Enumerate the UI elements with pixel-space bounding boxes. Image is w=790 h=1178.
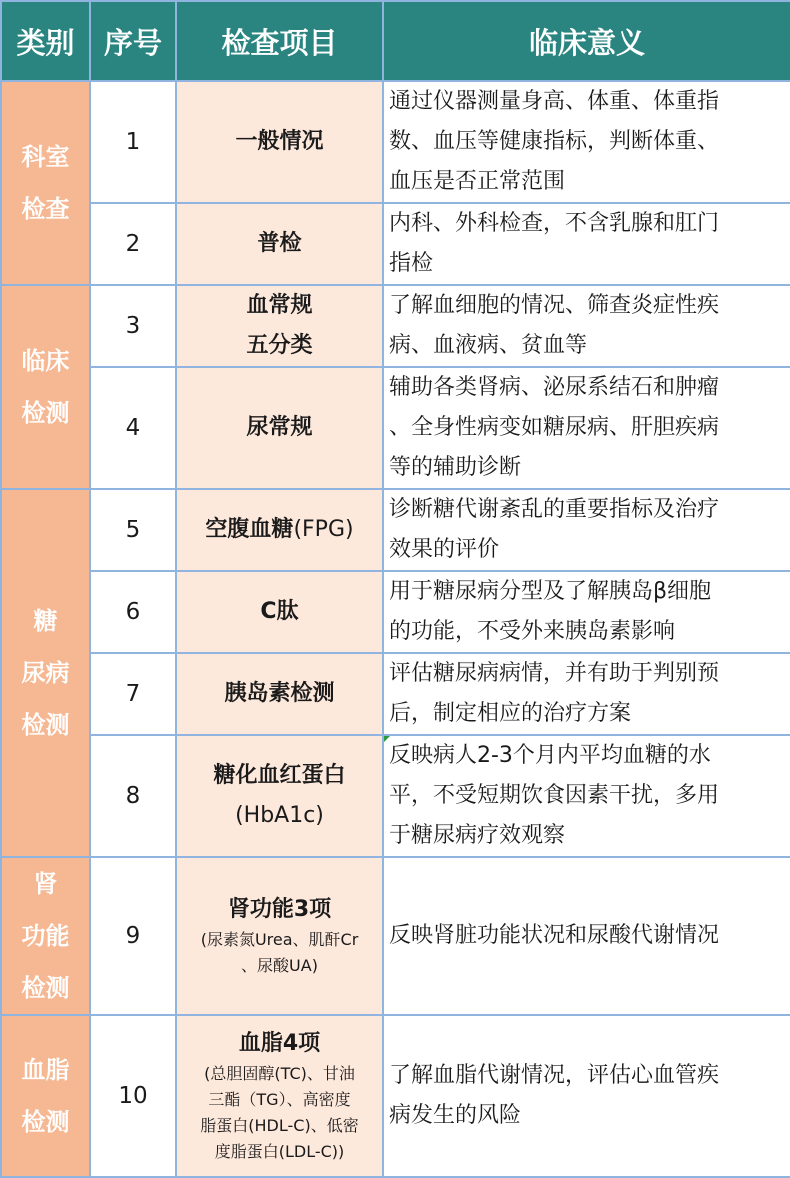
item-detail: (尿素氮Urea、肌酐Cr — [200, 930, 359, 949]
category-line: 科室 — [21, 143, 70, 171]
item-cell — [176, 653, 383, 735]
item-name: 糖化血红蛋白 — [213, 763, 346, 788]
table-row — [1, 367, 790, 489]
meaning-cell — [383, 285, 790, 367]
category-cell — [1, 1015, 90, 1177]
meaning-line: 评估糖尿病病情，并有助于判别预 — [389, 661, 720, 686]
category-line: 血脂 — [21, 1056, 70, 1084]
table-row — [1, 81, 790, 203]
row-number: 1 — [90, 81, 176, 203]
meaning-line: 病发生的风险 — [389, 1103, 522, 1128]
item-name: 一般情况 — [235, 129, 324, 154]
meaning-cell — [383, 857, 790, 1015]
meaning-line: 后，制定相应的治疗方案 — [389, 701, 632, 726]
category-cell — [1, 285, 90, 489]
meaning-cell — [383, 203, 790, 285]
item-cell — [176, 735, 383, 857]
meaning-line: 用于糖尿病分型及了解胰岛β细胞 — [389, 579, 712, 604]
table-row — [1, 571, 790, 653]
item-cell — [176, 81, 383, 203]
meaning-line: 、全身性病变如糖尿病、肝胆疾病 — [389, 415, 720, 440]
row-number: 9 — [90, 857, 176, 1015]
meaning-line: 的功能，不受外来胰岛素影响 — [389, 619, 676, 644]
category-line: 检测 — [21, 399, 70, 427]
meaning-line: 效果的评价 — [389, 537, 500, 562]
item-name: 空腹血糖 — [205, 517, 294, 542]
category-cell — [1, 81, 90, 285]
meaning-line: 辅助各类肾病、泌尿系结石和肿瘤 — [389, 375, 720, 400]
comment-marker-icon — [384, 736, 390, 742]
header-category: 类别 — [1, 1, 90, 81]
meaning-line: 指检 — [389, 251, 434, 276]
category-line: 临床 — [21, 347, 70, 375]
meaning-line: 等的辅助诊断 — [389, 455, 522, 480]
header-number: 序号 — [90, 1, 176, 81]
header-meaning: 临床意义 — [383, 1, 790, 81]
meaning-line: 了解血脂代谢情况，评估心血管疾 — [389, 1063, 720, 1088]
item-cell — [176, 285, 383, 367]
item-name: 血常规 — [246, 293, 313, 318]
table-row — [1, 653, 790, 735]
item-cell — [176, 857, 383, 1015]
category-line: 糖 — [33, 607, 58, 635]
item-cell — [176, 203, 383, 285]
item-detail: 脂蛋白(HDL-C)、低密 — [200, 1116, 359, 1135]
meaning-cell — [383, 489, 790, 571]
category-line: 检测 — [21, 1108, 70, 1136]
row-number: 3 — [90, 285, 176, 367]
meaning-line: 数、血压等健康指标，判断体重、 — [389, 129, 720, 154]
item-suffix: (HbA1c) — [235, 803, 324, 828]
row-number: 2 — [90, 203, 176, 285]
meaning-cell — [383, 81, 790, 203]
meaning-cell — [383, 1015, 790, 1177]
meaning-line: 了解血细胞的情况、筛查炎症性疾 — [389, 293, 720, 318]
meaning-line: 平，不受短期饮食因素干扰，多用 — [389, 783, 720, 808]
meaning-cell — [383, 735, 790, 857]
item-detail: (总胆固醇(TC)、甘油 — [204, 1064, 355, 1083]
category-line: 检测 — [21, 711, 70, 739]
row-number: 4 — [90, 367, 176, 489]
item-name: 普检 — [257, 231, 302, 256]
item-cell — [176, 571, 383, 653]
row-number: 5 — [90, 489, 176, 571]
meaning-line: 于糖尿病疗效观察 — [389, 823, 566, 848]
item-suffix: (FPG) — [293, 517, 354, 542]
category-line: 肾 — [33, 870, 58, 898]
meaning-line: 通过仪器测量身高、体重、体重指 — [389, 89, 720, 114]
meaning-line: 内科、外科检查，不含乳腺和肛门 — [389, 211, 720, 236]
category-cell — [1, 857, 90, 1015]
item-detail: 度脂蛋白(LDL-C)) — [214, 1142, 345, 1161]
table-row — [1, 285, 790, 367]
category-line: 尿病 — [21, 659, 70, 687]
item-cell — [176, 489, 383, 571]
row-number: 6 — [90, 571, 176, 653]
item-cell — [176, 367, 383, 489]
item-cell — [176, 1015, 383, 1177]
item-name: C肽 — [260, 599, 299, 624]
category-cell — [1, 489, 90, 857]
item-name: 肾功能3项 — [227, 897, 332, 922]
meaning-cell — [383, 653, 790, 735]
table-row — [1, 489, 790, 571]
item-name: 胰岛素检测 — [224, 681, 335, 706]
table-row — [1, 735, 790, 857]
item-name: 血脂4项 — [238, 1031, 321, 1056]
meaning-line: 反映肾脏功能状况和尿酸代谢情况 — [389, 923, 720, 948]
table-row — [1, 203, 790, 285]
meaning-line: 血压是否正常范围 — [389, 169, 566, 194]
header-item: 检查项目 — [176, 1, 383, 81]
meaning-cell — [383, 571, 790, 653]
meaning-cell — [383, 367, 790, 489]
table-row — [1, 857, 790, 1015]
row-number: 8 — [90, 735, 176, 857]
item-name: 尿常规 — [246, 415, 313, 440]
category-line: 检查 — [21, 195, 70, 223]
meaning-line: 反映病人2-3个月内平均血糖的水 — [389, 743, 711, 768]
item-detail: 三酯（TG）、高密度 — [208, 1090, 351, 1109]
table-row — [1, 1015, 790, 1177]
header-row — [1, 1, 790, 81]
item-detail: 、尿酸UA) — [241, 956, 318, 975]
row-number: 10 — [90, 1015, 176, 1177]
meaning-line: 病、血液病、贫血等 — [389, 333, 588, 358]
meaning-line: 诊断糖代谢紊乱的重要指标及治疗 — [389, 497, 720, 522]
item-name: 五分类 — [246, 333, 313, 358]
category-line: 检测 — [21, 974, 70, 1002]
category-line: 功能 — [21, 922, 70, 950]
row-number: 7 — [90, 653, 176, 735]
